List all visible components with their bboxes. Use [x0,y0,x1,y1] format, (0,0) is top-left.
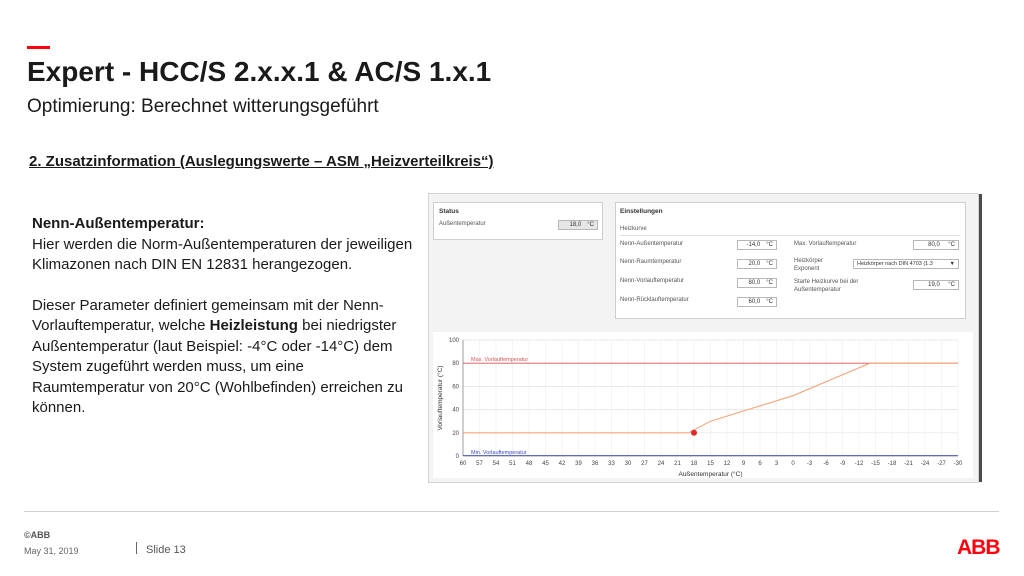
nenn-ruecklauftemp-field[interactable]: 60,0 °C [737,297,777,307]
current-temperature-marker [691,430,697,436]
nenn-raumtemp-field[interactable]: 20,0 °C [737,259,777,269]
nenn-raumtemp-label: Nenn-Raumtemperatur [620,259,682,265]
nenn-vorlauftemp-field[interactable]: 80,0 °C [737,278,777,288]
x-tick-label: 12 [723,461,731,467]
x-tick-label: 36 [591,461,599,467]
footer-separator [136,542,137,554]
max-vorlauftemp-label: Max. Vorlauftemperatur [794,241,857,247]
body-paragraph-2-start: Dieser Parameter definiert gemeinsam mit der Nenn-Vorlauftemperatur, welche [32,296,384,334]
body-paragraph-2 [32,296,417,419]
body-text [32,214,417,419]
x-tick-label: -3 [806,461,813,467]
y-tick-label: 40 [452,407,459,414]
x-tick-label: 30 [624,461,632,467]
settings-title: Einstellungen [620,208,663,215]
x-tick-label: -27 [937,461,946,467]
y-tick-label: 80 [452,361,459,368]
x-tick-label: -21 [904,461,913,467]
y-axis-label: Vorlauftemperatur (°C) [437,365,444,431]
x-tick-label: 48 [525,461,533,467]
x-tick-label: -9 [839,461,846,467]
x-tick-label: 18 [690,461,698,467]
footer-divider [24,511,999,512]
start-heizkurve-label: Starte Heizkurve bei der [794,279,859,285]
body-paragraph-2-bold: Heizleistung [209,317,298,334]
y-tick-label: 100 [448,338,459,344]
x-tick-label: 33 [608,461,615,467]
page-subtitle: Optimierung: Berechnet witterungsgeführt [27,96,379,117]
x-tick-label: 21 [674,461,681,467]
x-tick-label: 27 [641,461,648,467]
x-tick-label: 60 [459,461,467,467]
start-aussentemp-label: Außentemperatur [794,287,841,293]
x-tick-label: 15 [707,461,714,467]
min-vorlauf-label: Min. Vorlauftemperatur [471,450,527,456]
exponent-select[interactable]: Heizkörper nach DIN 4703 (1.3 ▼ [853,259,959,269]
x-tick-label: 57 [476,461,483,467]
heizkoerper-label: Heizkörper [794,258,824,264]
body-paragraph-1: Hier werden die Norm-Außentemperaturen der jeweiligen Klimazonen nach DIN EN 12831 herangezogen. [32,235,413,273]
x-tick-label: 51 [509,461,516,467]
max-vorlauftemp-field[interactable]: 80,0 °C [913,240,959,250]
nenn-vorlauftemp-label: Nenn-Vorlauftemperatur [620,278,685,284]
status-label: Außentemperatur [439,221,486,227]
x-tick-label: -18 [887,461,897,467]
x-tick-label: -30 [953,461,963,467]
x-tick-label: 54 [492,461,500,467]
x-tick-label: 0 [791,461,795,467]
settings-panel [615,202,966,319]
footer-date: May 31, 2019 [24,546,79,556]
x-tick-label: 24 [657,461,665,467]
body-heading: Nenn-Außentemperatur: [32,215,205,232]
x-tick-label: -24 [920,461,930,467]
accent-bar [27,46,50,49]
body-paragraph-2-end: bei niedrigster Außentemperatur (laut Beispiel: -4°C oder -14°C) dem System zugeführt werden muss, um eine Raumtemperatur von 20°C (Wohlbefinden) erreichen zu können. [32,317,403,416]
settings-subtitle: Heizkurve [620,226,647,232]
status-panel [433,202,603,240]
y-tick-label: 60 [452,384,459,391]
x-tick-label: 3 [774,461,779,467]
x-tick-label: -15 [871,461,880,467]
slide-number: Slide 13 [146,544,186,556]
nenn-aussentemp-field[interactable]: -14,0 °C [737,240,777,250]
status-value-field: 18,0 °C [558,220,598,230]
x-tick-label: -12 [854,461,864,467]
heating-curve-chart [433,332,973,478]
chart-svg [433,332,973,478]
x-tick-label: 6 [758,461,762,467]
nenn-ruecklauftemp-label: Nenn-Rücklauftemperatur [620,297,689,303]
start-heizkurve-field[interactable]: 19,0 °C [913,280,959,290]
section-heading: 2. Zusatzinformation (Auslegungswerte – ASM „Heizverteilkreis“) [29,153,494,170]
embedded-ui-screenshot [428,193,979,483]
abb-logo: ABB [957,536,1000,559]
copyright: ©ABB [24,530,51,540]
status-title: Status [439,208,459,215]
y-tick-label: 0 [455,454,459,460]
x-axis-label: Außentemperatur (°C) [678,471,743,478]
nenn-aussentemp-label: Nenn-Außentemperatur [620,241,684,247]
x-tick-label: 9 [741,461,746,467]
x-tick-label: 42 [558,461,566,467]
x-tick-label: -6 [823,461,829,467]
y-tick-label: 20 [452,430,459,437]
page-title: Expert - HCC/S 2.x.x.1 & AC/S 1.x.1 [27,56,492,87]
exponent-label: Exponent [794,266,820,272]
chevron-down-icon: ▼ [949,261,955,267]
x-tick-label: 45 [542,461,549,467]
x-tick-label: 39 [575,461,582,467]
max-vorlauf-label: Max. Vorlauftemperatur [471,357,529,364]
